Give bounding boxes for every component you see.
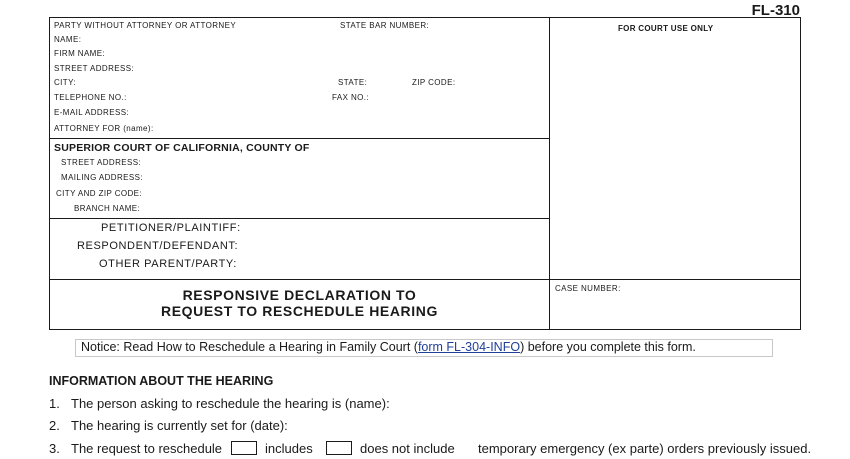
party-label: PARTY WITHOUT ATTORNEY OR ATTORNEY xyxy=(54,21,237,30)
county-field[interactable] xyxy=(320,140,540,154)
section-heading: INFORMATION ABOUT THE HEARING xyxy=(49,374,274,388)
fax-field[interactable] xyxy=(372,91,540,104)
item-2-number: 2. xyxy=(49,418,60,433)
zip-label: ZIP CODE: xyxy=(412,78,456,87)
caption-divider xyxy=(549,17,550,330)
item-3-text: The request to reschedule xyxy=(71,441,223,456)
attorney-for-field[interactable] xyxy=(155,122,540,135)
city-label: CITY: xyxy=(54,78,77,87)
street-label: STREET ADDRESS: xyxy=(54,64,135,73)
name-label: NAME: xyxy=(54,35,82,44)
court-city-zip-label: CITY AND ZIP CODE: xyxy=(56,189,143,198)
item-1-name-field[interactable] xyxy=(382,395,800,411)
email-label: E-MAIL ADDRESS: xyxy=(54,108,130,117)
other-party-field[interactable] xyxy=(240,257,540,272)
item-3-tail: temporary emergency (ex parte) orders previously issued. xyxy=(478,441,812,456)
item-3-number: 3. xyxy=(49,441,60,456)
form-title-line2: REQUEST TO RESCHEDULE HEARING xyxy=(161,303,438,319)
court-branch-field[interactable] xyxy=(142,202,540,215)
parties-section-bottom xyxy=(49,279,801,280)
court-street-field[interactable] xyxy=(142,156,540,169)
court-heading: SUPERIOR COURT OF CALIFORNIA, COUNTY OF xyxy=(54,142,310,154)
state-label: STATE: xyxy=(338,78,368,87)
item-2-date-field[interactable] xyxy=(285,417,800,433)
form-number: FL-310 xyxy=(751,2,800,19)
attorney-section-bottom xyxy=(49,138,550,139)
item-1-text: The person asking to reschedule the hearing is (name): xyxy=(71,396,390,411)
respondent-field[interactable] xyxy=(240,239,540,254)
fax-label: FAX NO.: xyxy=(332,93,369,102)
petitioner-field[interactable] xyxy=(240,221,540,236)
court-section-bottom xyxy=(49,218,550,219)
form-fl304-info-link[interactable]: form FL-304-INFO xyxy=(417,340,521,354)
other-party-label: OTHER PARENT/PARTY: xyxy=(99,258,237,270)
respondent-label: RESPONDENT/DEFENDANT: xyxy=(77,240,239,252)
item-2-text: The hearing is currently set for (date): xyxy=(71,418,288,433)
court-branch-label: BRANCH NAME: xyxy=(74,204,141,213)
does-not-include-checkbox[interactable] xyxy=(326,441,352,455)
email-field[interactable] xyxy=(130,106,540,119)
case-number-label: CASE NUMBER: xyxy=(555,284,621,293)
telephone-field[interactable] xyxy=(128,91,323,104)
state-bar-field[interactable] xyxy=(430,19,540,32)
city-field[interactable] xyxy=(80,76,330,89)
court-mailing-field[interactable] xyxy=(142,171,540,184)
firm-label: FIRM NAME: xyxy=(54,49,106,58)
court-mailing-label: MAILING ADDRESS: xyxy=(61,173,143,182)
state-bar-label: STATE BAR NUMBER: xyxy=(340,21,430,30)
case-number-field[interactable] xyxy=(555,297,795,325)
court-street-label: STREET ADDRESS: xyxy=(61,158,142,167)
street-field[interactable] xyxy=(135,62,540,75)
court-city-zip-field[interactable] xyxy=(142,187,540,200)
zip-field[interactable] xyxy=(458,76,540,89)
petitioner-label: PETITIONER/PLAINTIFF: xyxy=(101,222,241,234)
form-title-line1: RESPONSIVE DECLARATION TO xyxy=(182,287,417,303)
item-1-number: 1. xyxy=(49,396,60,411)
firm-field[interactable] xyxy=(110,47,540,60)
notice-suffix: ) before you complete this form. xyxy=(520,340,696,354)
notice-prefix: Notice: Read How to Reschedule a Hearing in Family Court ( xyxy=(81,340,418,354)
name-field[interactable] xyxy=(90,33,540,46)
telephone-label: TELEPHONE NO.: xyxy=(54,93,127,102)
includes-checkbox[interactable] xyxy=(231,441,257,455)
does-not-include-label: does not include xyxy=(360,441,455,456)
court-use-label: FOR COURT USE ONLY xyxy=(618,24,714,33)
state-field[interactable] xyxy=(370,76,408,89)
notice-text xyxy=(81,340,696,354)
includes-label: includes xyxy=(265,441,313,456)
attorney-for-label: ATTORNEY FOR (name): xyxy=(54,124,154,133)
